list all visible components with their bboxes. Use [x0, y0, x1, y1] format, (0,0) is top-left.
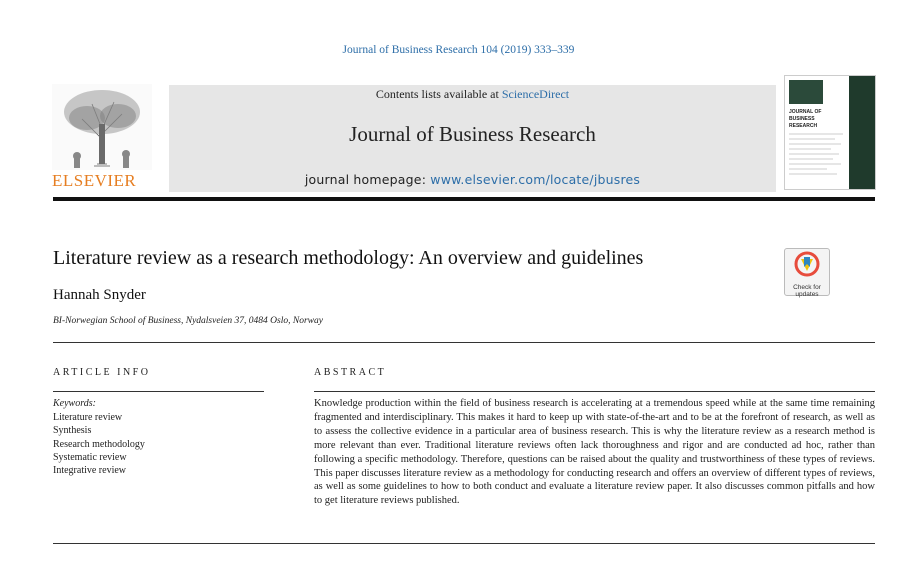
elsevier-wordmark: ELSEVIER: [52, 171, 137, 190]
cover-title-line1: JOURNAL OF: [789, 109, 822, 115]
keywords-list: [53, 411, 145, 477]
journal-cover-thumbnail[interactable]: [784, 75, 876, 190]
abstract-text: Knowledge production within the field of business research is accelerating at a tremendous speed while at the same time remaining fragmented and interdisciplinary. This makes it hard to keep up with state-of-the-art and to be at the forefront of research, as well as to assess the collective evidence in a particular area of business research. This is why the literature review as a research method is more relevant than ever. Traditional literature reviews often lack thoroughness and rigor and are conducted ad hoc, rather than following a specific methodology. Therefore, questions can be raised about the quality and trustworthiness of these types of reviews. This paper discusses literature review as a methodology for conducting research and offers an overview of different types of reviews, as well as some guidelines to how to both conduct and evaluate a literature review paper. It also discusses common pitfalls and how to get literature reviews published.: [314, 398, 875, 507]
section-rule: [53, 342, 875, 343]
author-affiliation: BI-Norwegian School of Business, Nydalsveien 37, 0484 Oslo, Norway: [53, 316, 323, 326]
journal-citation[interactable]: Journal of Business Research 104 (2019) 333–339: [342, 44, 575, 56]
keyword-item: Integrative review: [53, 465, 127, 477]
footer-rule: [53, 543, 875, 544]
article-info-heading: ARTICLE INFO: [53, 367, 151, 378]
article-title: Literature review as a research methodology: An overview and guidelines: [53, 247, 644, 269]
cover-title-line3: RESEARCH: [789, 123, 818, 129]
check-for-updates-badge[interactable]: [784, 248, 830, 296]
keywords-label: Keywords:: [53, 398, 96, 409]
homepage-line: [169, 172, 776, 187]
contents-prefix: Contents lists available at: [375, 87, 502, 101]
journal-title: Journal of Business Research: [349, 122, 596, 146]
abstract-heading: ABSTRACT: [314, 367, 387, 378]
cover-title-line2: BUSINESS: [789, 116, 815, 122]
header-rule: [53, 197, 875, 201]
updates-icon: [785, 249, 829, 279]
badge-label: Check for updates: [793, 284, 821, 298]
keyword-item: Literature review: [53, 412, 123, 423]
keyword-item: Systematic review: [53, 451, 127, 463]
keyword-item: Research methodology: [53, 438, 145, 450]
keyword-item: Synthesis: [53, 425, 92, 437]
homepage-link[interactable]: www.elsevier.com/locate/jbusres: [430, 172, 641, 187]
article-info-rule: [53, 391, 264, 392]
abstract-rule: [314, 391, 875, 392]
sciencedirect-link[interactable]: ScienceDirect: [501, 87, 570, 101]
article-author[interactable]: Hannah Snyder: [53, 287, 146, 303]
homepage-prefix: journal homepage:: [304, 172, 431, 187]
contents-line: [169, 87, 776, 102]
